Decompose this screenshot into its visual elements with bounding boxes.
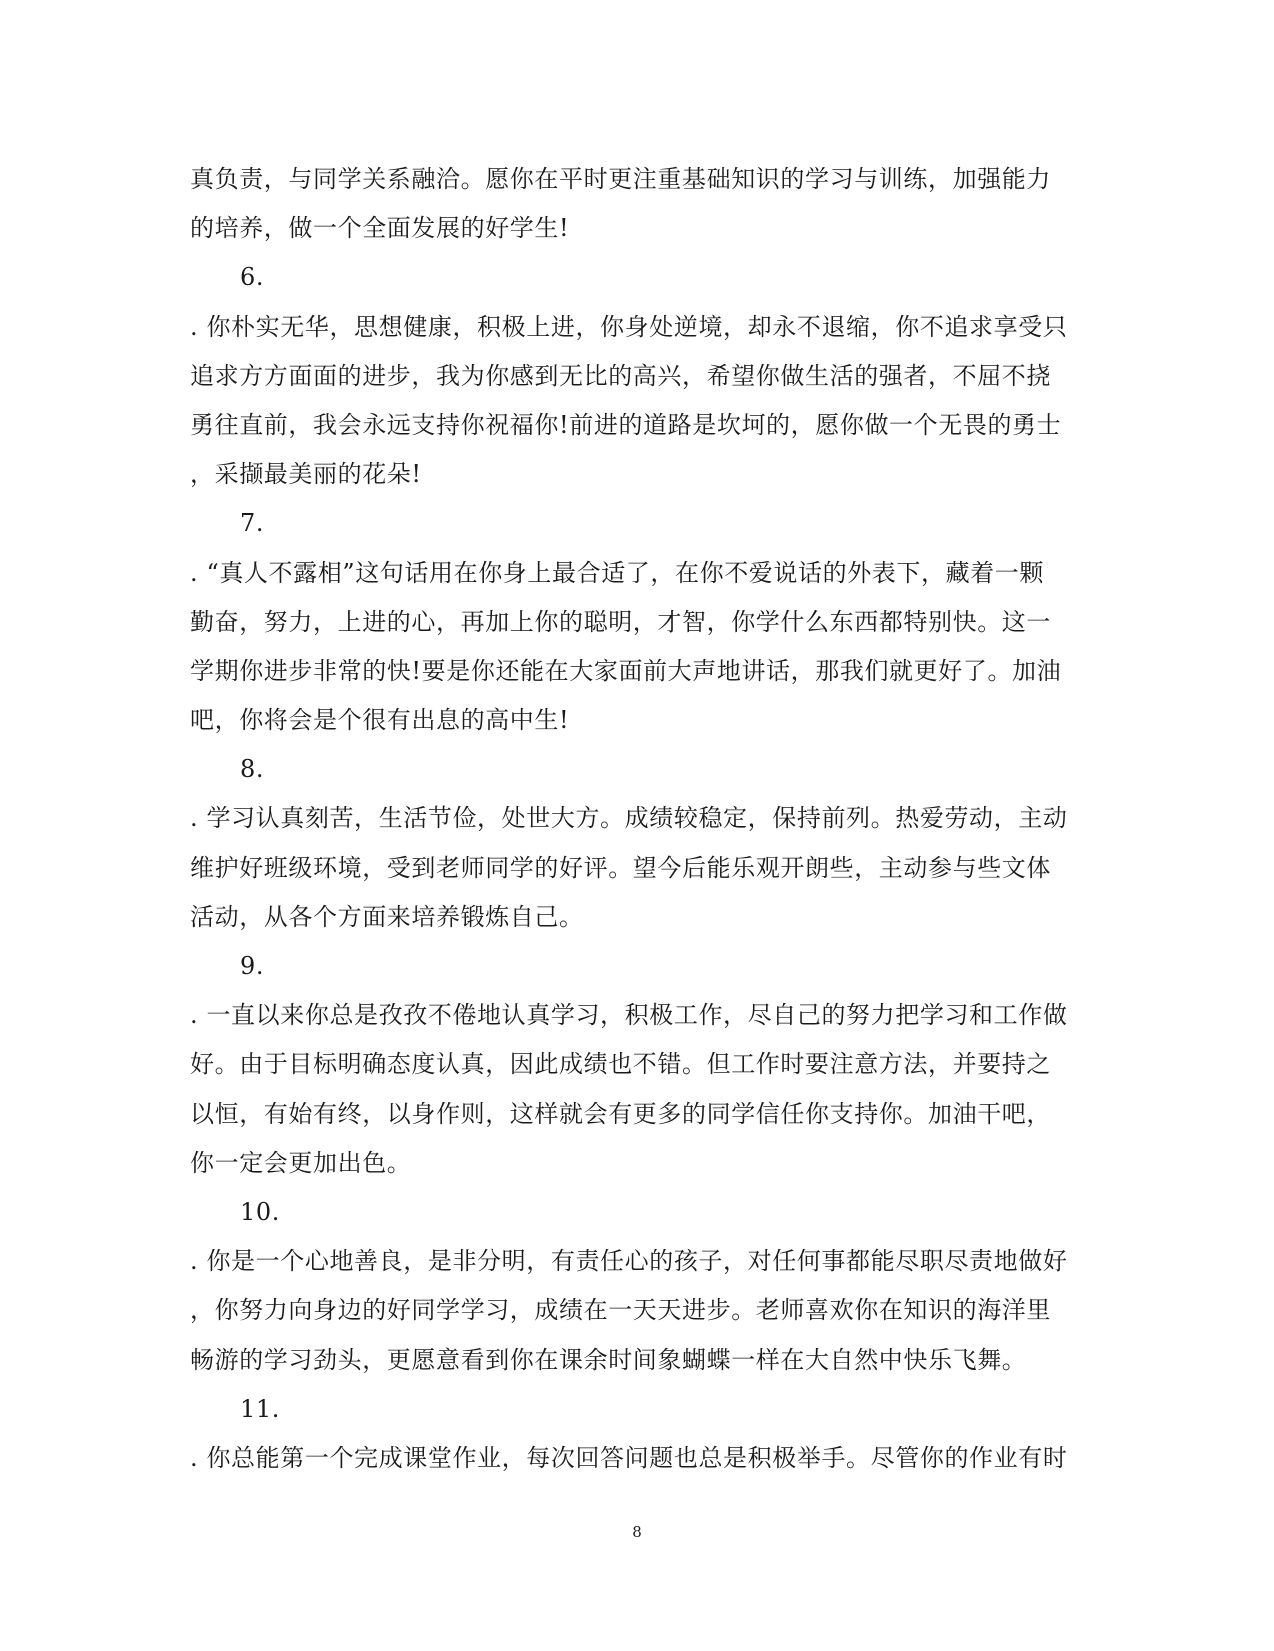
- text-line: 好。由于目标明确态度认真，因此成绩也不错。但工作时要注意方法，并要持之: [190, 1050, 1051, 1079]
- page-body: [190, 155, 1090, 1483]
- text-line: . 你是一个心地善良，是非分明，有责任心的孩子，对任何事都能尽职尽责地做好: [190, 1247, 1068, 1276]
- text-line: ，采撷最美丽的花朵!: [190, 460, 422, 489]
- text-line: . 你总能第一个完成课堂作业，每次回答问题也总是积极举手。尽管你的作业有时: [190, 1443, 1068, 1472]
- text-line: 维护好班级环境，受到老师同学的好评。望今后能乐观开朗些，主动参与些文体: [190, 853, 1051, 882]
- text-line: . 一直以来你总是孜孜不倦地认真学习，积极工作，尽自己的努力把学习和工作做: [190, 1001, 1068, 1030]
- item-number: 11.: [240, 1394, 280, 1423]
- text-line: 勇往直前，我会永远支持你祝福你!前进的道路是坎坷的，愿你做一个无畏的勇士: [190, 410, 1062, 439]
- item-number: 9.: [240, 952, 265, 980]
- item-number: 6.: [240, 263, 265, 292]
- text-line: . 学习认真刻苦，生活节俭，处世大方。成绩较稳定，保持前列。热爱劳动，主动: [190, 804, 1068, 833]
- text-line: 学期你进步非常的快!要是你还能在大家面前大声地讲话，那我们就更好了。加油: [190, 656, 1062, 685]
- text-line: 追求方方面面的进步，我为你感到无比的高兴，希望你做生活的强者，不屈不挠: [190, 361, 1051, 390]
- item-number: 8.: [240, 755, 265, 784]
- text-line: 的培养，做一个全面发展的好学生!: [190, 214, 570, 243]
- text-line: 活动，从各个方面来培养锻炼自己。: [190, 902, 584, 931]
- text-line: 勤奋，努力，上进的心，再加上你的聪明，才智，你学什么东西都特别快。这一: [190, 607, 1051, 636]
- text-line: 畅游的学习劲头，更愿意看到你在课余时间象蝴蝶一样在大自然中快乐飞舞。: [190, 1345, 1027, 1374]
- item-number: 7.: [240, 509, 265, 538]
- text-line: 吧，你将会是个很有出息的高中生!: [190, 706, 570, 735]
- text-line: 你一定会更加出色。: [190, 1148, 412, 1177]
- text-line: . 你朴实无华，思想健康，积极上进，你身处逆境，却永不退缩，你不追求享受只: [190, 312, 1068, 341]
- text-line: . “真人不露相”这句话用在你身上最合适了，在你不爱说话的外表下，藏着一颗: [190, 558, 1044, 587]
- item-number: 10.: [240, 1197, 280, 1226]
- text-line: 真负责，与同学关系融洽。愿你在平时更注重基础知识的学习与训练，加强能力: [190, 165, 1051, 193]
- page-number: 8: [632, 1523, 642, 1541]
- text-line: ，你努力向身边的好同学学习，成绩在一天天进步。老师喜欢你在知识的海洋里: [190, 1296, 1051, 1325]
- text-line: 以恒，有始有终，以身作则，这样就会有更多的同学信任你支持你。加油干吧，: [190, 1099, 1051, 1128]
